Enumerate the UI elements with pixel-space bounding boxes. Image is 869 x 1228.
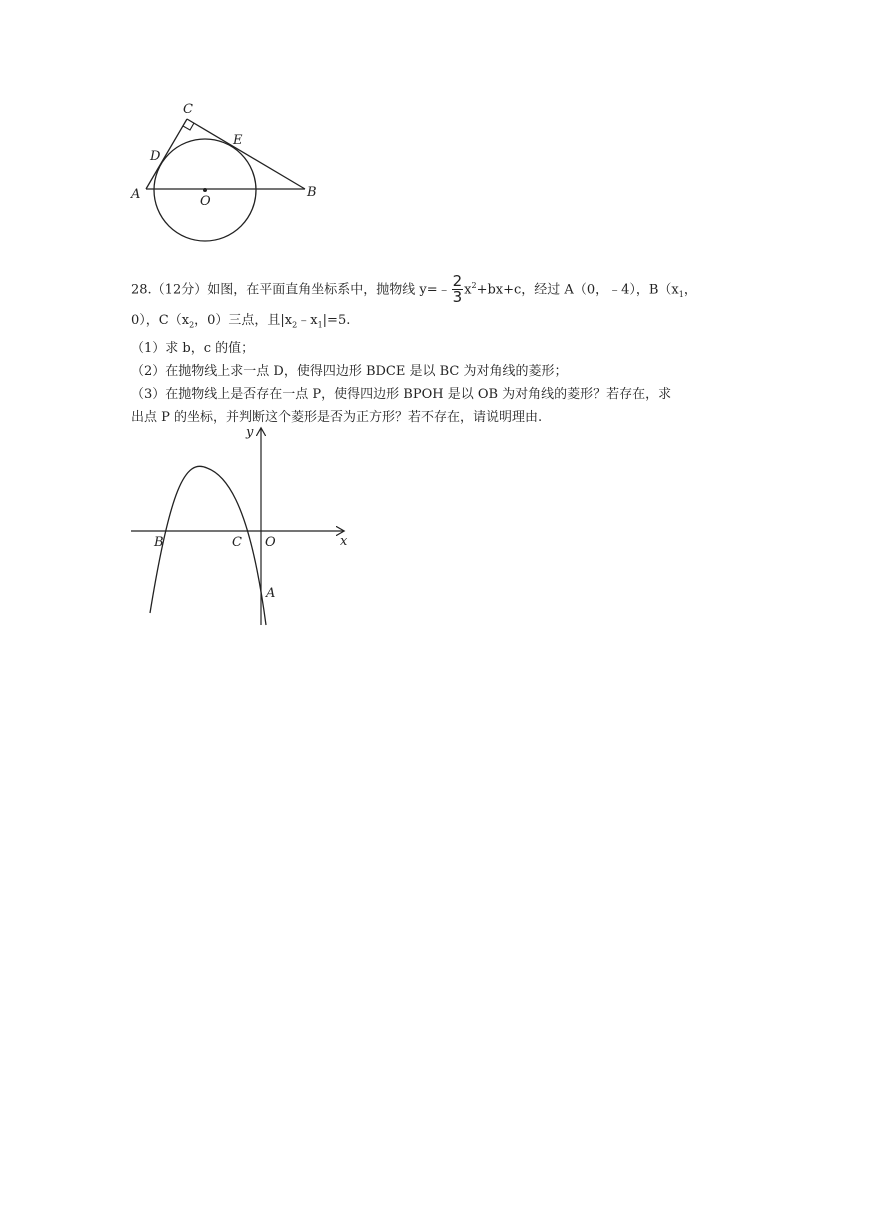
question-line-2 bbox=[131, 309, 751, 337]
question-line2-mid2: ﹣x bbox=[297, 312, 318, 328]
label-b: B bbox=[307, 185, 317, 200]
label-a-point: A bbox=[266, 586, 276, 601]
question-part-2: （2）在抛物线上求一点 D，使得四边形 BDCE 是以 BC 为对角线的菱形； bbox=[131, 363, 568, 379]
geometry-figure-circle-triangle bbox=[125, 98, 335, 258]
question-part-1: （1）求 b，c 的值； bbox=[131, 340, 255, 356]
question-line2-mid: ，0）三点，且|x bbox=[194, 312, 293, 328]
question-after-fraction: +bx+c，经过 A（0，﹣4），B（x bbox=[476, 282, 679, 298]
x-variable: x bbox=[464, 282, 472, 298]
question-28 bbox=[131, 274, 751, 429]
label-b-point: B bbox=[154, 535, 164, 550]
question-part-3-line-2: 出点 P 的坐标，并判断这个菱形是否为正方形？若不存在，请说明理由. bbox=[131, 409, 543, 425]
label-y-axis: y bbox=[246, 425, 254, 440]
center-point-o bbox=[203, 188, 207, 192]
question-line-1 bbox=[131, 274, 751, 306]
label-c-point: C bbox=[232, 535, 242, 550]
question-line2-start: 0），C（x bbox=[131, 312, 190, 328]
subscript-3: 2 bbox=[292, 320, 298, 330]
label-x-axis: x bbox=[340, 534, 348, 549]
subscript-4: 1 bbox=[317, 320, 323, 330]
parabola-curve bbox=[150, 466, 266, 625]
question-line2-end: |=5. bbox=[322, 312, 351, 328]
label-o-origin: O bbox=[265, 535, 276, 550]
question-part-3-line-1: （3）在抛物线上是否存在一点 P，使得四边形 BPOH 是以 OB 为对角线的菱形？若存在，求 bbox=[131, 386, 672, 402]
label-e: E bbox=[233, 133, 243, 148]
label-o: O bbox=[200, 194, 211, 209]
x-exponent: 2 bbox=[471, 281, 477, 290]
segment-cb bbox=[187, 119, 305, 189]
question-intro: 28.（12分）如图，在平面直角坐标系中，抛物线 y=﹣ bbox=[131, 282, 451, 298]
question-line1-end: ， bbox=[683, 282, 697, 298]
fraction-numerator: 2 bbox=[452, 272, 463, 291]
label-c: C bbox=[183, 102, 193, 117]
subscript-1: 1 bbox=[678, 289, 684, 299]
parabola-graph bbox=[125, 420, 365, 630]
label-a: A bbox=[131, 187, 141, 202]
fraction-two-thirds bbox=[452, 274, 464, 305]
label-d: D bbox=[150, 149, 161, 164]
fraction-denominator: 3 bbox=[452, 288, 463, 307]
subscript-2: 2 bbox=[189, 320, 195, 330]
